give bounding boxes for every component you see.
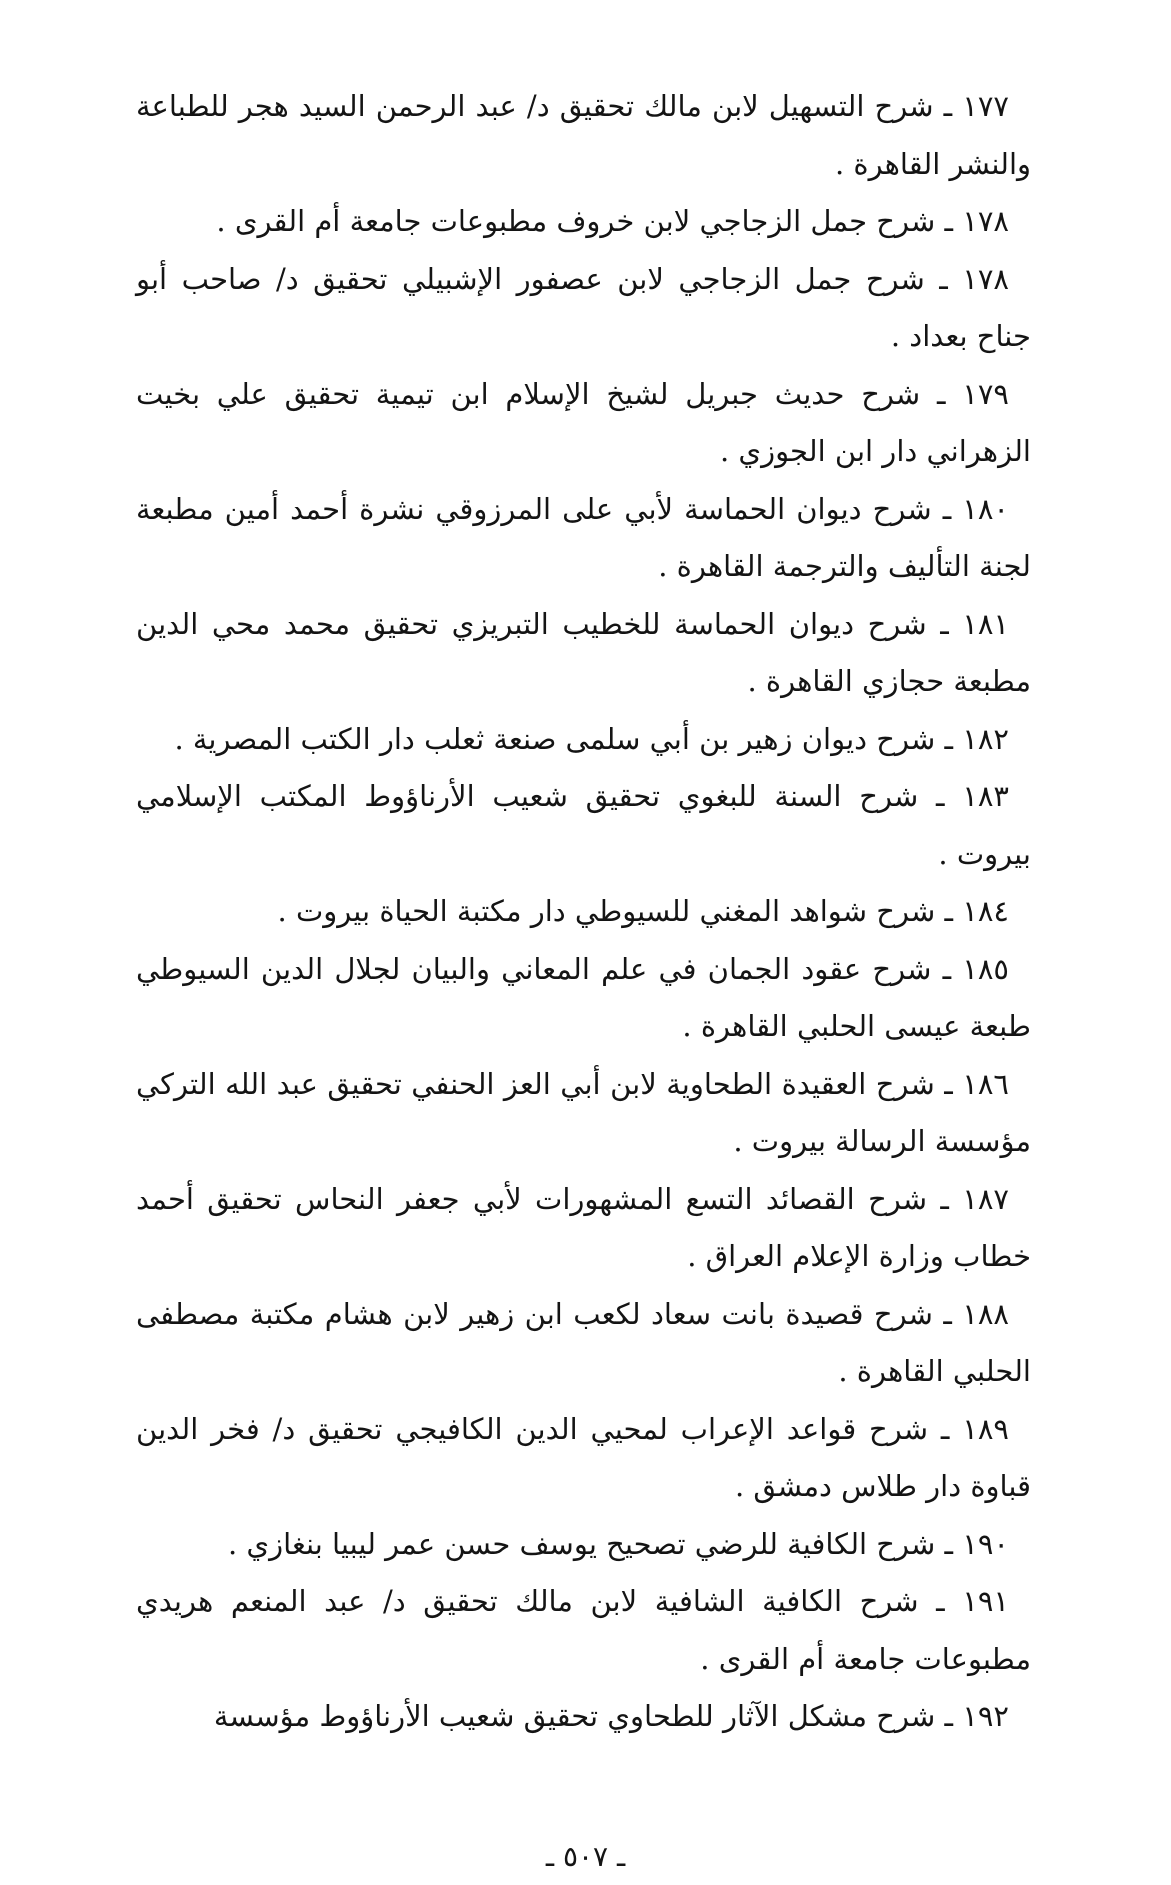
- bibliography-entry: ١٨٨ ـ شرح قصيدة بانت سعاد لكعب ابن زهير لابن هشام مكتبة مصطفى الحلبي القاهرة .: [136, 1296, 1031, 1388]
- bibliography-entry: ١٧٧ ـ شرح التسهيل لابن مالك تحقيق د/ عبد الرحمن السيد هجر للطباعة والنشر القاهرة .: [136, 89, 1031, 181]
- bibliography-list: [136, 78, 1031, 1746]
- bibliography-entry: ١٨٣ ـ شرح السنة للبغوي تحقيق شعيب الأرناؤوط المكتب الإسلامي بيروت .: [136, 779, 1031, 871]
- bibliography-entry: ١٨٢ ـ شرح ديوان زهير بن أبي سلمى صنعة ثعلب دار الكتب المصرية .: [174, 721, 1009, 756]
- bibliography-entry: ١٧٨ ـ شرح جمل الزجاجي لابن خروف مطبوعات جامعة أم القرى .: [216, 204, 1009, 238]
- bibliography-entry: ١٧٩ ـ شرح حديث جبريل لشيخ الإسلام ابن تيمية تحقيق علي بخيت الزهراني دار ابن الجوزي .: [136, 376, 1031, 468]
- bibliography-entry: ١٨١ ـ شرح ديوان الحماسة للخطيب التبريزي تحقيق محمد محي الدين مطبعة حجازي القاهرة .: [136, 606, 1031, 698]
- bibliography-entry: ١٩١ ـ شرح الكافية الشافية لابن مالك تحقيق د/ عبد المنعم هريدي مطبوعات جامعة أم القرى .: [136, 1584, 1031, 1676]
- bibliography-entry: ١٨٧ ـ شرح القصائد التسع المشهورات لأبي جعفر النحاس تحقيق أحمد خطاب وزارة الإعلام العراق .: [136, 1181, 1031, 1273]
- bibliography-entry: ١٨٤ ـ شرح شواهد المغني للسيوطي دار مكتبة الحياة بيروت .: [277, 894, 1009, 928]
- page-number: ـ ٥٠٧ ـ: [545, 1840, 626, 1873]
- bibliography-entry: ١٨٥ ـ شرح عقود الجمان في علم المعاني والبيان لجلال الدين السيوطي طبعة عيسى الحلبي القاهرة .: [136, 951, 1031, 1043]
- bibliography-entry: ١٩٢ ـ شرح مشكل الآثار للطحاوي تحقيق شعيب الأرناؤوط مؤسسة: [213, 1699, 1009, 1733]
- bibliography-entry: ١٧٨ ـ شرح جمل الزجاجي لابن عصفور الإشبيلي تحقيق د/ صاحب أبو جناح بعداد .: [136, 261, 1031, 353]
- bibliography-entry: ١٩٠ ـ شرح الكافية للرضي تصحيح يوسف حسن عمر ليبيا بنغازي .: [227, 1526, 1009, 1561]
- bibliography-entry: ١٨٦ ـ شرح العقيدة الطحاوية لابن أبي العز الحنفي تحقيق عبد الله التركي مؤسسة الرسالة بيروت .: [136, 1066, 1031, 1158]
- bibliography-entry: ١٨٠ ـ شرح ديوان الحماسة لأبي على المرزوقي نشرة أحمد أمين مطبعة لجنة التأليف والترجمة القاهرة .: [136, 491, 1031, 583]
- bibliography-entry: ١٨٩ ـ شرح قواعد الإعراب لمحيي الدين الكافيجي تحقيق د/ فخر الدين قباوة دار طلاس دمشق .: [136, 1411, 1031, 1503]
